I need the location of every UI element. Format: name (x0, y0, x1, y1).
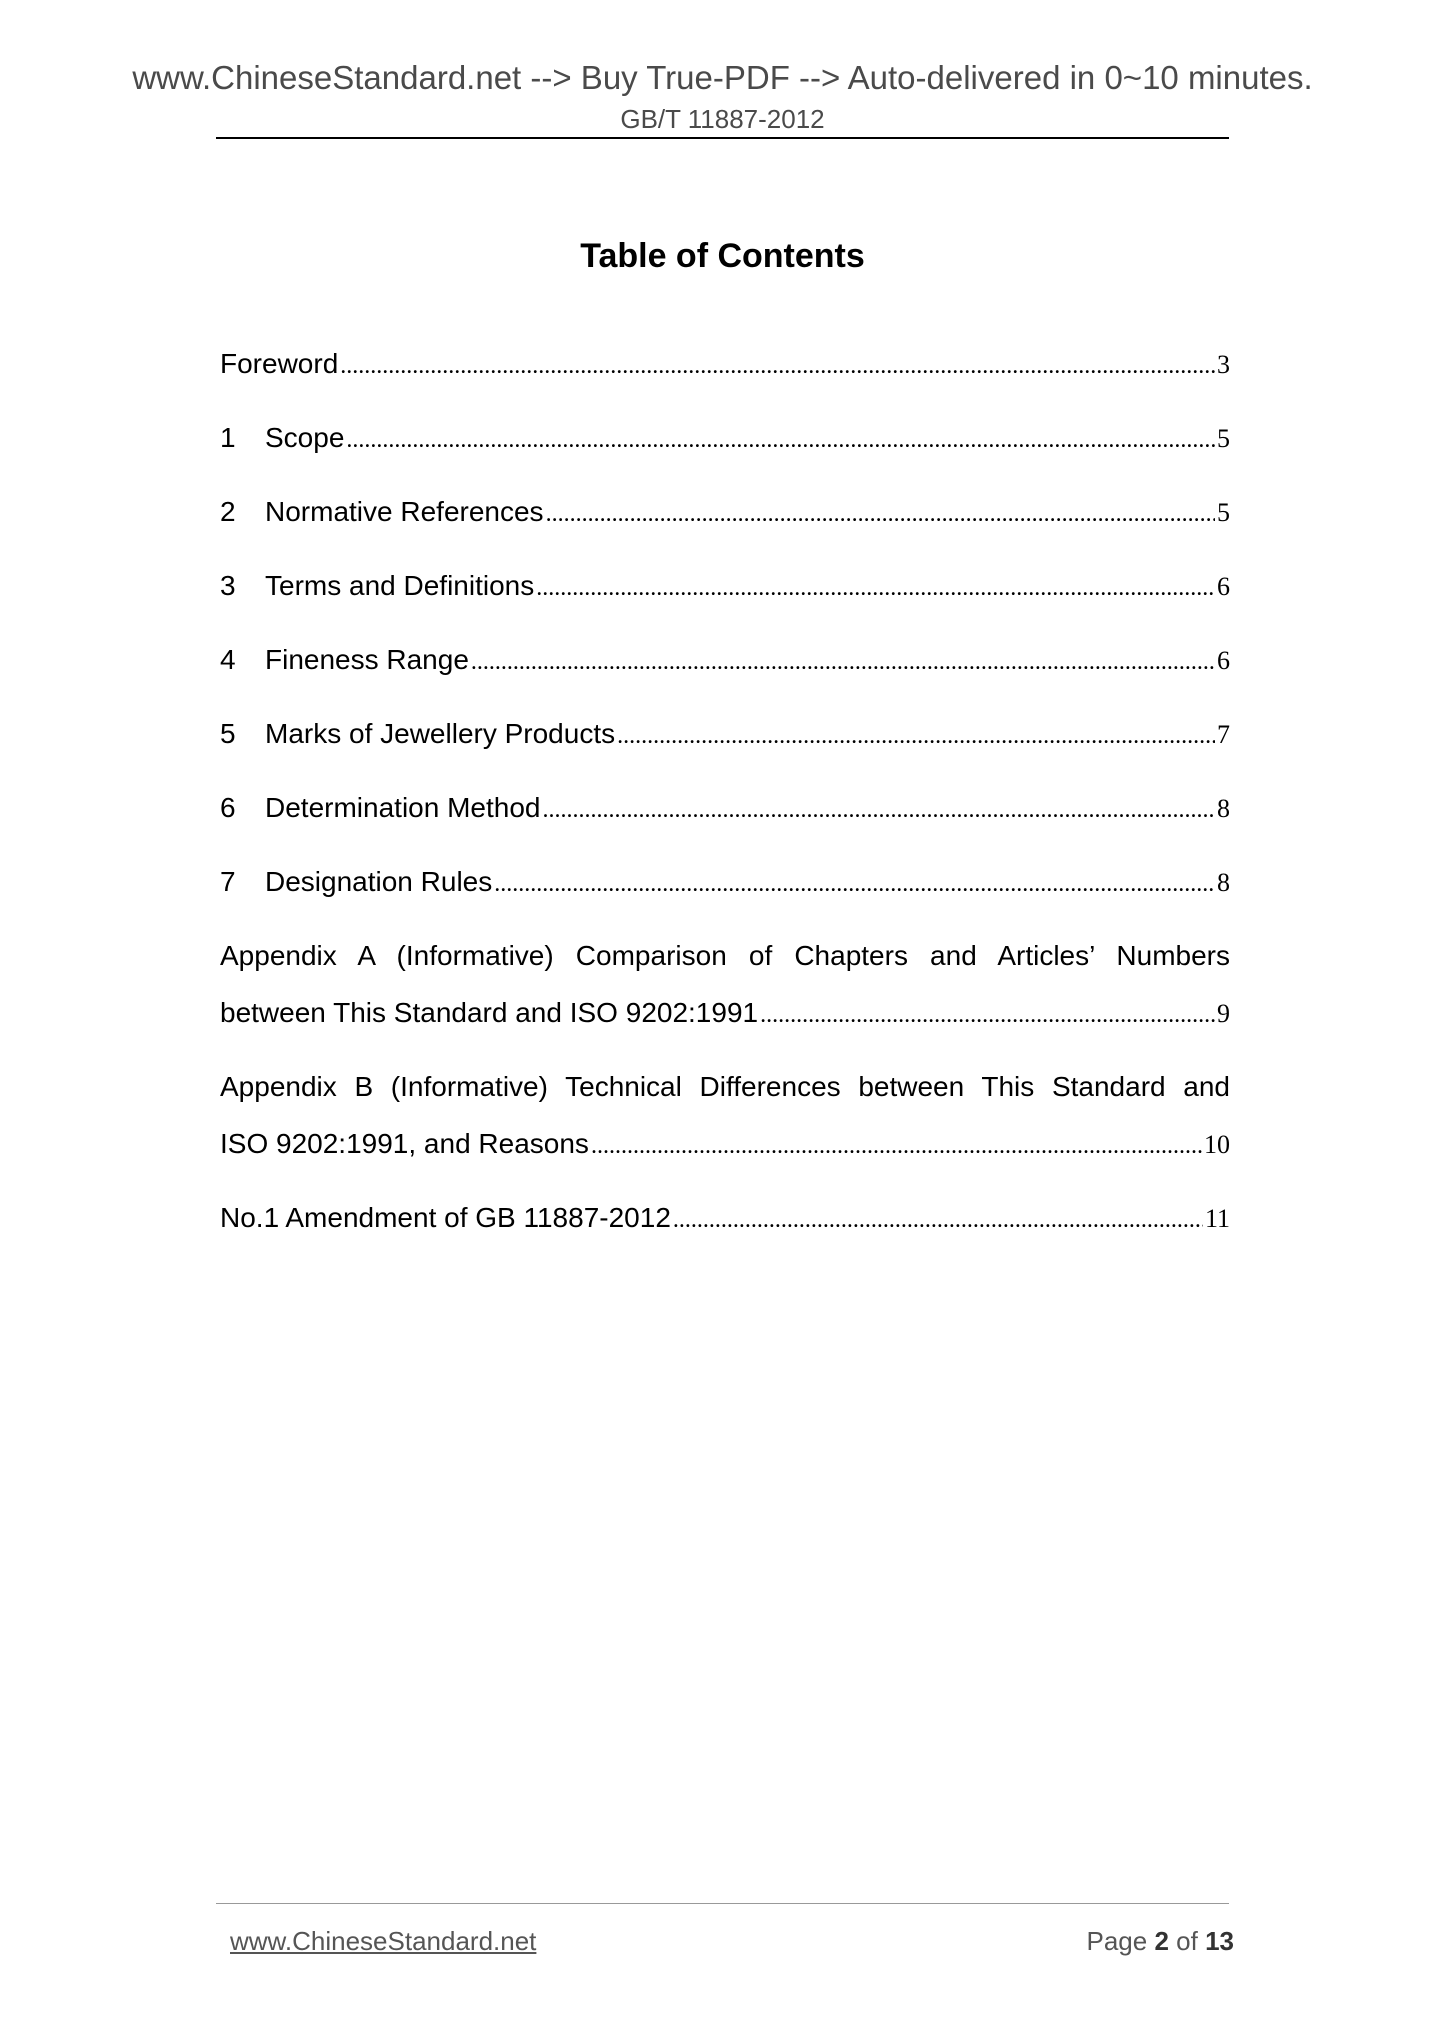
toc-entry-number: 5 (220, 718, 236, 749)
toc-entry-label: Marks of Jewellery Products (265, 718, 616, 749)
standard-code: GB/T 11887-2012 (620, 104, 825, 134)
toc-entry-label: Designation Rules (265, 866, 493, 897)
toc-entry-number: 3 (220, 570, 236, 601)
page-of-label: of (1176, 1926, 1198, 1956)
page-label: Page (1086, 1926, 1148, 1956)
dot-leader (340, 348, 1215, 384)
toc-entry-page: 6 (1217, 572, 1230, 601)
dot-leader (471, 644, 1215, 680)
toc-entry-designation-rules[interactable] (220, 864, 1230, 902)
toc-entry-label: Terms and Definitions (265, 570, 535, 601)
table-of-contents (220, 346, 1230, 1274)
toc-entry-label: Fineness Range (265, 644, 469, 675)
dot-leader (591, 1128, 1202, 1164)
footer-site-link[interactable]: www.ChineseStandard.net (230, 1926, 537, 1956)
toc-entry-page: 9 (1217, 999, 1230, 1028)
current-page: 2 (1154, 1926, 1169, 1956)
header-banner: www.ChineseStandard.net --> Buy True-PDF --> Auto-delivered in 0~10 minutes. (132, 59, 1313, 96)
total-pages: 13 (1205, 1926, 1234, 1956)
dot-leader (673, 1202, 1203, 1238)
dot-leader (542, 792, 1215, 828)
toc-entry-number: 2 (220, 496, 236, 527)
dot-leader (760, 997, 1215, 1033)
header-divider (216, 137, 1229, 139)
toc-entry-label: Determination Method (265, 792, 541, 823)
page-number (1086, 1924, 1234, 1958)
toc-entry-foreword[interactable] (220, 346, 1230, 384)
toc-entry-label-line-2: ISO 9202:1991, and Reasons (220, 1128, 589, 1159)
toc-entry-page: 10 (1204, 1130, 1230, 1159)
toc-entry-label-line-1: Appendix A (Informative) Comparison of Chapters and Articles’ Numbers (220, 940, 1230, 971)
toc-entry-label-line-1: Appendix B (Informative) Technical Differences between This Standard and (220, 1071, 1230, 1102)
toc-entry-terms-and-definitions[interactable] (220, 568, 1230, 606)
toc-entry-page: 11 (1204, 1204, 1230, 1233)
toc-entry-page: 7 (1217, 720, 1230, 749)
dot-leader (346, 422, 1215, 458)
toc-entry-determination-method[interactable] (220, 790, 1230, 828)
toc-entry-label: No.1 Amendment of GB 11887-2012 (220, 1202, 671, 1233)
toc-entry-page: 3 (1217, 350, 1230, 379)
toc-entry-label: Normative References (265, 496, 544, 527)
dot-leader (494, 866, 1215, 902)
toc-entry-number: 4 (220, 644, 236, 675)
toc-entry-number: 1 (220, 422, 236, 453)
toc-entry-label: Foreword (220, 348, 339, 379)
toc-entry-marks-of-jewellery-products[interactable] (220, 716, 1230, 754)
dot-leader (617, 718, 1215, 754)
toc-entry-appendix-a[interactable] (220, 938, 1230, 1033)
toc-entry-number: 7 (220, 866, 236, 897)
toc-entry-appendix-b[interactable] (220, 1069, 1230, 1164)
toc-entry-number: 6 (220, 792, 236, 823)
toc-entry-normative-references[interactable] (220, 494, 1230, 532)
toc-entry-scope[interactable] (220, 420, 1230, 458)
toc-entry-fineness-range[interactable] (220, 642, 1230, 680)
footer-divider (216, 1903, 1229, 1904)
dot-leader (546, 496, 1215, 532)
toc-entry-page: 6 (1217, 646, 1230, 675)
toc-entry-amendment[interactable] (220, 1200, 1230, 1238)
toc-entry-label: Scope (265, 422, 345, 453)
toc-entry-page: 5 (1217, 424, 1230, 453)
toc-entry-page: 8 (1217, 868, 1230, 897)
dot-leader (536, 570, 1215, 606)
toc-entry-page: 5 (1217, 498, 1230, 527)
page-title: Table of Contents (580, 237, 865, 275)
toc-entry-label-line-2: between This Standard and ISO 9202:1991 (220, 997, 759, 1028)
toc-entry-page: 8 (1217, 794, 1230, 823)
